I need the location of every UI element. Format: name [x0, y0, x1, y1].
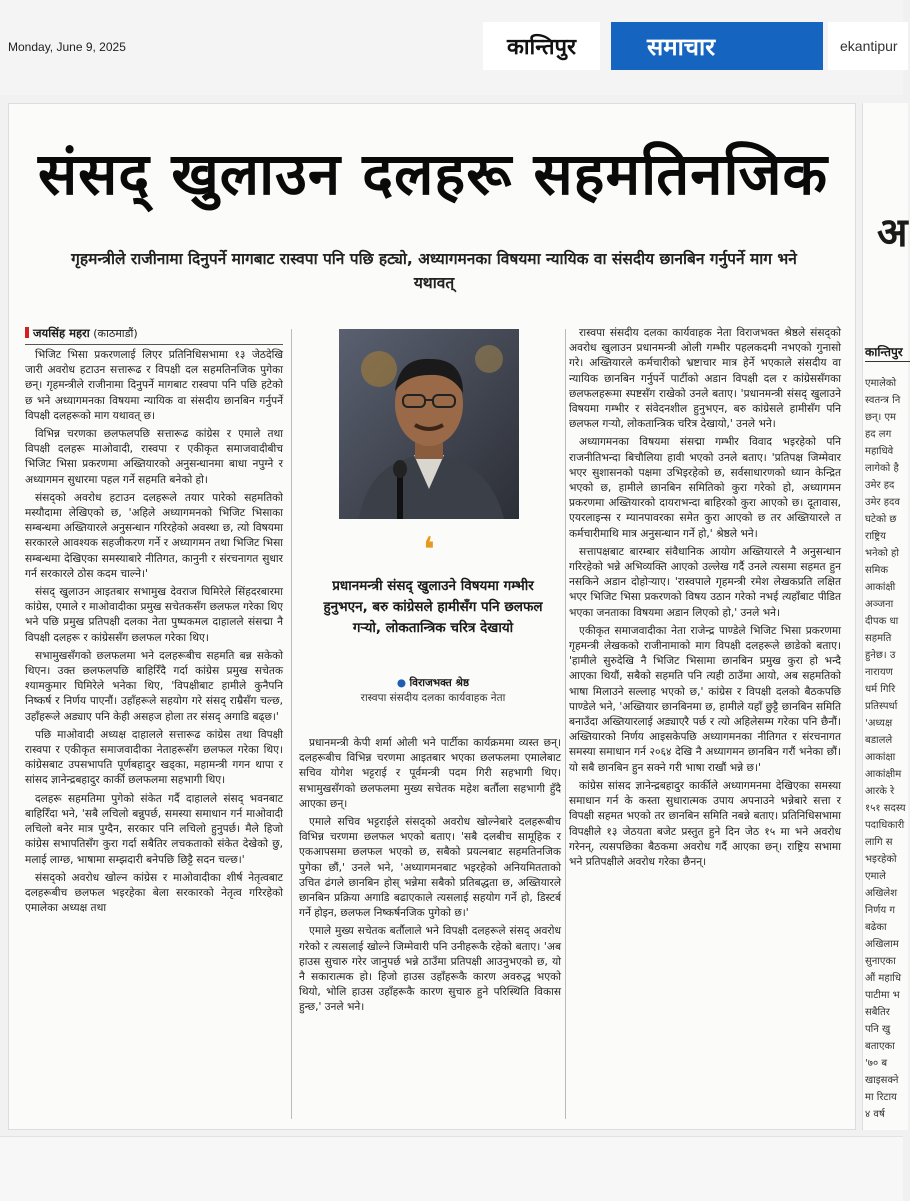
adjacent-text-line: बढेका: [865, 922, 887, 933]
adjacent-text-line: समिक: [865, 565, 889, 576]
section-tab-samachar[interactable]: समाचार: [611, 22, 823, 70]
article-column-2: [299, 736, 561, 1019]
adjacent-text-line: औं महाधि: [865, 973, 902, 984]
adjacent-text-line: एमाले: [865, 871, 886, 882]
paragraph: संसद्को अवरोध खोल्न कांग्रेस र माओवादीका शीर्ष नेतृत्वबाट दलहरूबीच छलफल भइरहेका बेला सरकारको नेतृत्व गरिरहेको एमालेका अध्यक्ष तथा: [25, 871, 283, 915]
adjacent-text-line: राष्ट्रिय: [865, 531, 886, 542]
adjacent-page-edge: [862, 103, 908, 1130]
adjacent-text-line: 'अध्यक्ष: [865, 718, 893, 729]
adjacent-text-line: घटेको छ: [865, 514, 897, 525]
adjacent-byline-tag: कान्तिपुर: [865, 345, 903, 359]
paragraph: सत्तापक्षबाट बारम्बार संवैधानिक आयोग अख्तियारले नै अनुसन्धान गरिरहेको भन्ने अभिव्यक्ति आएको उल्लेख गर्दै उनले त्यसमा सहमत हुन नसकिने अडान दोहोऱ्याए। 'रास्वपाले गृहमन्त्री रमेश लेखकप्रति लक्षित भएर भिजिट भिसा प्रकरणको विषय उठान गरेको नभई त्यहाँबाट पीडित भएका जनताका विषयमा अडान लिएको हो,' उनले भने।: [569, 545, 841, 619]
brand-logo-kantipur[interactable]: कान्तिपुर: [483, 22, 600, 70]
paragraph: पछि माओवादी अध्यक्ष दाहालले सत्तारूढ कांग्रेस तथा विपक्षी रास्वपा र एकीकृत समाजवादीका नेताहरूसँग छलफल गरेका थिए। कांग्रेसबाट उपसभापति पूर्णबहादुर खड्का, महामन्त्री गगन थापा र सांसद ज्ञानेन्द्रबहादुर कार्की छलफलमा सहभागी थिए।: [25, 728, 283, 787]
byline-place: (काठमाडौं): [93, 327, 138, 340]
bullet-icon: ●: [396, 677, 407, 689]
quote-speaker: विराजभक्त श्रेष्ठ: [409, 677, 470, 689]
adjacent-text-line: भनेको हो: [865, 548, 899, 559]
adjacent-text-line: नारायण: [865, 667, 893, 678]
paragraph: एमाले सचिव भट्टराईले संसद्को अवरोध खोल्नेबारे दलहरूबीच विभिन्न चरणमा छलफल भएको बताए। 'सबै दलबीच सामूहिक र एकआपसमा छलफल भएको छ, सबैको प्रयत्नबाट सहमतिनजिक पुगेका छौं,' उनले भने, 'अध्यागमनबाट भइरहेको अनियमितताको उचित ढंगले छानबिन होस् भन्नेमा सबैको प्रतिबद्धता छ, अख्तियारले छानबिन प्रक्रिया अगाडि बढाएकाले त्यसलाई सहयोग गर्ने हो, डिस्टर्ब गर्ने होइन, छलफल निष्कर्षनजिक पुगेको छ।': [299, 816, 561, 920]
quote-accent-icon: ❛: [423, 530, 435, 570]
adjacent-text-line: छन्। एम: [865, 412, 897, 423]
adjacent-text-line: आकांक्षी: [865, 582, 896, 593]
adjacent-text-line: अखिलेश: [865, 888, 897, 899]
adjacent-text-line: '७० ब: [865, 1058, 888, 1069]
adjacent-text-line: एमालेको: [865, 378, 897, 389]
adjacent-text-line: सुनाएका: [865, 956, 896, 967]
paragraph: प्रधानमन्त्री केपी शर्मा ओली भने पार्टीका कार्यक्रममा व्यस्त छन्। दलहरूबीच विभिन्न चरणमा आइतबार भएका छलफलमा एमालेबाट सचिव योगेश भट्टराई र पूर्वमन्त्री पदम गिरी सहभागी थिए। सभामुखसँगको छलफलमा मुख्य सचेतक महेश बर्तौला सहभागी हुँदै आएका छन्।: [299, 737, 561, 810]
byline-marker: [25, 327, 29, 338]
byline-author: जयसिंह महरा: [33, 326, 90, 340]
adjacent-text-line: लागेको है: [865, 463, 899, 474]
adjacent-text-line: ४ वर्ष: [865, 1109, 885, 1120]
paragraph: एमाले मुख्य सचेतक बर्तौलाले भने विपक्षी दलहरूले संसद् अवरोध गरेको र त्यसलाई खोल्ने जिम्मेवारी पनि उनीहरूकै रहेको बताए। 'अब हाउस सुचारु गरेर जानुपर्छ भन्ने ठाउँमा प्रतिपक्षी आउनुभएको छ, यो नै सकारात्मक हो। हिजो हाउस उहाँहरूकै कारण अवरुद्ध भएको थियो, भोलि हाउस उहाँहरूकै कारण सुचारु हुने परिस्थिति विकास हुन्छ,' उनले भने।: [299, 925, 561, 1014]
adjacent-text-line: भइरहेको: [865, 854, 897, 865]
adjacent-text-line: मा रिटाय: [865, 1092, 897, 1103]
adjacent-text-line: अञ्जना: [865, 599, 894, 610]
adjacent-text-line: पाटीमा भ: [865, 990, 900, 1001]
adjacent-text-line: लागि स: [865, 837, 893, 848]
adjacent-text-line: हुनेछ। उ: [865, 650, 896, 661]
paragraph: सभामुखसँगको छलफलमा भने दलहरूबीच सहमति बन्न सकेको थिएन। उक्त छलफलपछि बाहिरिँदै गर्दा कांग्रेस प्रमुख सचेतक श्यामकुमार घिमिरेले भनेका थिए, 'विपक्षीबाट हामीले कुनैपनि निष्कर्ष र निर्णय पाएनौं। उहाँहरूले सहयोग गरे संसद् राम्रैसँग चल्छ, उहाँहरूले अड्याए पनि केही असहज होला तर संसद् अगाडि बढ्छ।': [25, 649, 283, 723]
adjacent-text-line: खाइसक्ने: [865, 1075, 899, 1086]
paragraph: रास्वपा संसदीय दलका कार्यवाहक नेता विराजभक्त श्रेष्ठले संसद्को अवरोध खुलाउन प्रधानमन्त्री ओली गम्भीर पहलकदमी नभएको गुनासो गरे। अख्तियारले कर्मचारीको भ्रष्टाचार मात्र हेर्ने भएकाले संसदीय वा न्यायिक छानबिन गर्नुपर्ने पार्टीको अडान विपक्षी दल र कांग्रेससँगका छलफलहरूमा स्पष्टसँग राखेको उनले बताए। 'प्रधानमन्त्री संसद् खुलाउने विषयमा गम्भीर र संवेदनशील हुनुभएन, बरु कांग्रेसले हामीसँग पनि छलफल गऱ्यो, लोकतान्त्रिक चरित्र देखायो,' उनले भने।: [569, 327, 841, 431]
adjacent-text-line: निर्णय ग: [865, 905, 895, 916]
adjacent-text-line: दीपक धा: [865, 616, 899, 627]
pull-quote: प्रधानमन्त्री संसद् खुलाउने विषयमा गम्भीर हुनुभएन, बरु कांग्रेसले हामीसँग पनि छलफल गऱ्यो, लोकतान्त्रिक चरित्र देखायो: [323, 578, 543, 636]
portrait-illustration: [339, 329, 519, 519]
paragraph: कांग्रेस सांसद ज्ञानेन्द्रबहादुर कार्कीले अध्यागमनमा देखिएका समस्या समाधान गर्न के कस्ता सुधारात्मक उपाय अपनाउने भन्नेबारे सत्ता र विपक्षी सहमत भएको तर छानबिन समिति नबन्ने बताए। प्रतिनिधिसभामा विपक्षीले १३ जेठयता बजेट प्रस्तुत हुने दिन जेठ १५ मा भने अवरोध गरेनन्, त्यसपछिका बैठकमा अवरोध गर्दै आएका छन्। राष्ट्रिय सभामा भने प्रतिपक्षीले अवरोध गरेका छैनन्।: [569, 779, 841, 868]
adjacent-text-line: उमेर हद: [865, 480, 895, 491]
article-column-1: [25, 348, 283, 919]
adjacent-text-line: प्रतिस्पर्धा: [865, 701, 898, 712]
adjacent-rule: [865, 361, 910, 362]
adjacent-text-line: आकांक्षा: [865, 752, 896, 763]
adjacent-text-line: धर्म गिरि: [865, 684, 896, 695]
newspaper-page: [8, 103, 856, 1130]
adjacent-headline-fragment: अ: [877, 210, 908, 256]
column-divider: [291, 329, 292, 1119]
paragraph: विभिन्न चरणका छलफलपछि सत्तारूढ कांग्रेस र एमाले तथा विपक्षी दलहरू माओवादी, रास्वपा र एकीकृत समाजवादीबीच भिजिट भिसा प्रकरणमा अख्तियारको अनुसन्धानमा बाधा नपुग्ने र अध्यागमन सुधारमा पहल गर्ने सहमति बनेको हो।: [25, 428, 283, 486]
adjacent-text-line: बताएका: [865, 1041, 895, 1052]
article-column-3: [569, 326, 841, 873]
adjacent-text-line: बडालले: [865, 735, 893, 746]
adjacent-text-line: सबैतिर: [865, 1007, 890, 1018]
adjacent-text-line: आरके रे: [865, 786, 895, 797]
adjacent-text-line: सहमति: [865, 633, 892, 644]
adjacent-text-line: पनि खु: [865, 1024, 891, 1035]
quote-attribution: [309, 676, 557, 706]
adjacent-text-line: आकांक्षीम: [865, 769, 902, 780]
paragraph: दलहरू सहमतिमा पुगेको संकेत गर्दै दाहालले संसद् भवनबाट बाहिरिँदा भने, 'सबै लचिलो बन्नुपर्छ, समस्या समाधान गर्न माओवादी लचिलो बनेर मात्र पुग्दैन, सरकार पनि लचिलो हुनुपर्छ। मैले हिजो कांग्रेस सभापतिसँग कुरा गर्दा सबैतिर लचकताको संकेत देखेको छु, मलाई लाग्छ, भाषामा सम्झदारी बनेपछि छिट्टै सदन चल्छ।': [25, 792, 283, 866]
paragraph: संसद्को अवरोध हटाउन दलहरूले तयार पारेको सहमतिको मस्यौदामा लेखिएको छ, 'अहिले अध्यागमनको भिजिट भिसाका सम्बन्धमा अख्तियारले अनुसन्धान गरिरहेको अवस्था छ, त्यो विषयमा सरकारले आवश्यक सहजीकरण गर्ने र अध्यागमन तथा भिजिट भिसा सम्बन्धमा देखिएका समस्याबारे नीतिगत, कानुनी र संरचनागत सुधार गर्न सरकारले ठोस कदम चाल्ने।': [25, 491, 283, 580]
column-divider: [565, 329, 566, 1119]
adjacent-text-fragments: [865, 375, 905, 1123]
publish-date: Monday, June 9, 2025: [8, 40, 126, 54]
paragraph: संसद् खुलाउन आइतबार सभामुख देवराज घिमिरेले सिंहदरबारमा कांग्रेस, एमाले र माओवादीका प्रमुख सचेतकसँग छलफल गरेका थिए भने पछि प्रमुख प्रतिपक्षी दलका नेता पुष्पकमल दाहालले संसद्मा नै विपक्षी दलहरू र कांग्रेससँग छलफल गरेका थिए।: [25, 586, 283, 644]
adjacent-text-line: स्वतन्त्र नि: [865, 395, 901, 406]
adjacent-text-line: अखिलाम: [865, 939, 899, 950]
adjacent-text-line: महाधिवे: [865, 446, 894, 457]
adjacent-text-line: हद लग: [865, 429, 892, 440]
adjacent-text-line: पदाधिकारी: [865, 820, 905, 831]
adjacent-text-line: १५१ सदस्य: [865, 803, 906, 814]
quote-speaker-role: रास्वपा संसदीय दलका कार्यवाहक नेता: [360, 692, 506, 704]
byline: [25, 326, 283, 345]
site-link-ekantipur[interactable]: ekantipur: [828, 22, 908, 70]
top-bar: [0, 0, 903, 95]
paragraph: एकीकृत समाजवादीका नेता राजेन्द्र पाण्डेले भिजिट भिसा प्रकरणमा गृहमन्त्री लेखकको राजीनामाको माग विपक्षी दलहरूले छाडेको बताए। 'हामीले सुरुदेखि नै भिजिट भिसामा छानबिन प्रमुख कुरा हो भन्दै आएका थियौं, सबैको सहमति पनि त्यही ठाउँमा आयो, अब सहमतिको भाषा मिलाउने सल्लाह भएको छ,' कांग्रेस र विपक्षी दलको बैठकपछि पाण्डेले भने, 'अख्तियार छानबिनमा छ, हामीले यहाँ छुट्टै छानबिन समिति बनाउँदा अख्तियारलाई अड्याएरै पर्छ र त्यो अहिलेसम्म गरेका पनि छैनौं। अख्तियारको निर्णय आइसकेपछि अध्यागमनका नीतिगत र संरचनागत समस्या समाधान गर्न २०६४ देखि नै अध्यागमन छानबिन गरौं भनेका छौं। यो सबै छानबिन हुन सक्ने गरी भाषा राखौं भन्ने छ।': [569, 624, 841, 774]
headline: संसद् खुलाउन दलहरू सहमतिनजिक: [37, 140, 829, 208]
paragraph: अध्यागमनका विषयमा संसद्मा गम्भीर विवाद भइरहेको पनि राजनीतिभन्दा बिचौलिया हावी भएको उनले बताए। 'प्रतिपक्ष जिम्मेवार भएर सुशासनको पक्षमा उभिइरहेको छ, सर्वसाधारणको ध्यान केन्द्रित भएको छ, हामीले छानबिन समितिको कुरा गरेको हो, अध्यागमन प्रकरणमा अख्तियारको दायराभन्दा बाहिरको कुरा आएको छ। दूतावास, एयरलाइन्स र म्यानपावरका समेत कुरा आएको छ तर अख्तियारले त कर्मचारीमाथि मात्र अनुसन्धान गर्ने हो,' श्रेष्ठले भने।: [569, 436, 841, 540]
paragraph: भिजिट भिसा प्रकरणलाई लिएर प्रतिनिधिसभामा १३ जेठदेखि जारी अवरोध हटाउन सत्तारूढ र विपक्षी दल सहमतिनजिक पुगेका छन्। गृहमन्त्रीले राजीनामा दिनुपर्ने मागबाट रास्वपा पनि पछि हटेको छ भने अध्यागमनका विषयमा न्यायिक वा संसदीय छानबिन गर्नुपर्ने विपक्षी दलहरूको माग यथावत् छ।: [25, 349, 283, 422]
bottom-strip: [0, 1136, 903, 1201]
subheadline: गृहमन्त्रीले राजीनामा दिनुपर्ने मागबाट रास्वपा पनि पछि हट्यो, अध्यागमनका विषयमा न्यायिक वा संसदीय छानबिन गर्नुपर्ने माग भने यथावत्: [71, 250, 797, 292]
portrait-photo: [339, 329, 519, 519]
adjacent-text-line: उमेर हदव: [865, 497, 900, 508]
